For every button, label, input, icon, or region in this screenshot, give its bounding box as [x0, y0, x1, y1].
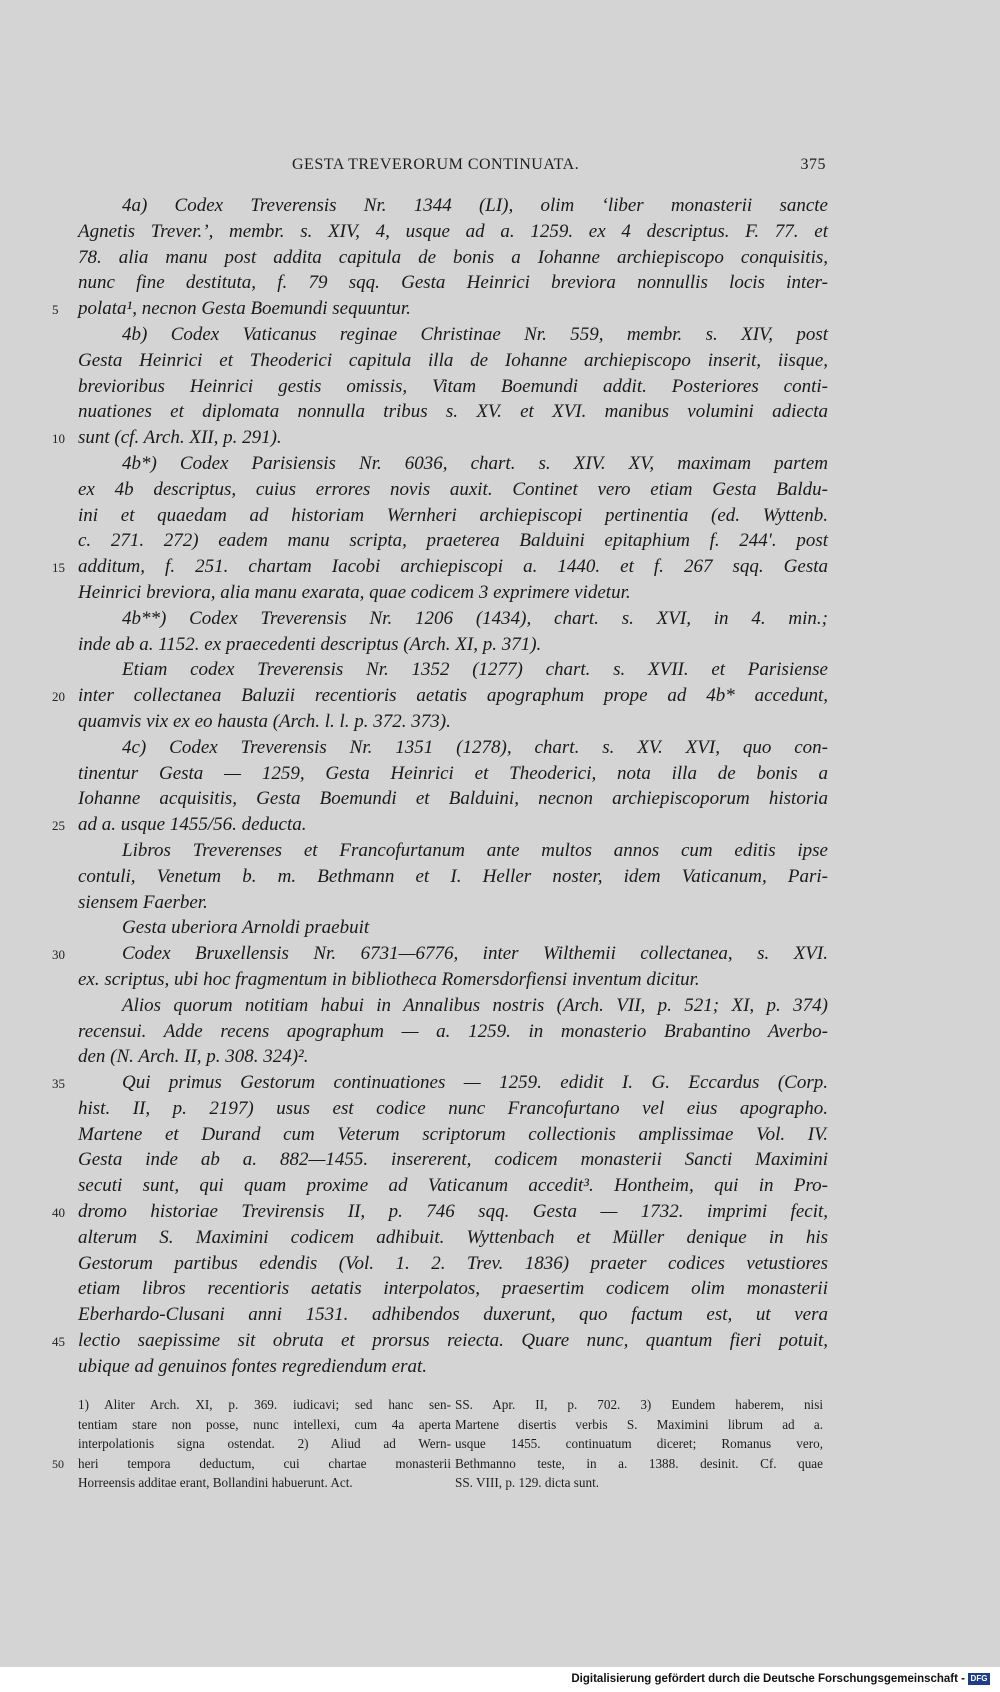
footnote-line	[78, 1434, 451, 1454]
line-text: siensem Faerber.	[78, 891, 208, 913]
text-line	[78, 193, 828, 219]
footnote-line	[455, 1473, 823, 1493]
footnotes-left-column	[52, 1395, 451, 1493]
text-line	[78, 864, 828, 890]
line-text: brevioribus Heinrici gestis omissis, Vitam Boemundi addit. Posteriores conti-	[78, 375, 828, 397]
line-text: inde ab a. 1152. ex praecedenti descriptus (Arch. XI, p. 371).	[78, 633, 542, 655]
text-line	[78, 322, 828, 348]
text-line	[78, 1019, 828, 1045]
footnote-line	[78, 1415, 451, 1435]
line-text: Alios quorum notitiam habui in Annalibus nostris (Arch. VII, p. 521; XI, p. 374)	[122, 994, 828, 1016]
line-text: lectio saepissime sit obruta et prorsus reiecta. Quare nunc, quantum fieri potuit,	[78, 1330, 828, 1352]
line-text: polata¹, necnon Gesta Boemundi sequuntur.	[78, 298, 411, 320]
line-text: Gestorum partibus edendis (Vol. 1. 2. Trev. 1836) praeter codices vetustiores	[78, 1252, 828, 1274]
text-line	[78, 270, 828, 296]
line-number: 25	[52, 818, 65, 834]
text-line	[78, 1173, 828, 1199]
line-text: recensui. Adde recens apographum — a. 1259. in monasterio Brabantino Averbo-	[78, 1020, 828, 1042]
text-line	[78, 219, 828, 245]
footnote-text: SS. VIII, p. 129. dicta sunt.	[455, 1475, 600, 1490]
footnote-line	[78, 1395, 451, 1415]
line-text: ex 4b descriptus, cuius errores novis auxit. Continet vero etiam Gesta Baldu-	[78, 478, 828, 500]
text-line	[78, 348, 828, 374]
text-line	[78, 735, 828, 761]
text-line	[78, 1096, 828, 1122]
footnote-text: Bethmanno teste, in a. 1388. desinit. Cf. quae	[455, 1455, 823, 1471]
line-text: ubique ad genuinos fontes regrediendum erat.	[78, 1355, 427, 1377]
line-text: Iohanne acquisitis, Gesta Boemundi et Balduini, necnon archiepiscoporum historia	[78, 788, 828, 810]
text-line	[78, 606, 828, 632]
main-text-block	[52, 193, 828, 1380]
text-line	[78, 632, 828, 658]
line-text: 4b) Codex Vaticanus reginae Christinae Nr. 559, membr. s. XIV, post	[122, 323, 828, 345]
footnote-text: Martene disertis verbis S. Maximini librum ad a.	[455, 1416, 823, 1432]
line-number: 20	[52, 689, 65, 705]
footnote-line	[455, 1415, 823, 1435]
footnotes-right-column	[455, 1395, 823, 1493]
text-line	[78, 786, 828, 812]
footnote-text: 1) Aliter Arch. XI, p. 369. iudicavi; sed hanc sen-	[78, 1397, 451, 1412]
line-text: Libros Treverenses et Francofurtanum ante multos annos cum editis ipse	[122, 839, 828, 861]
footnote-line	[455, 1454, 823, 1474]
line-text: Etiam codex Treverensis Nr. 1352 (1277) chart. s. XVII. et Parisiense	[122, 659, 828, 681]
text-line	[52, 1199, 828, 1225]
footnote-text: interpolationis signa ostendat. 2) Aliud ad Wern-	[78, 1436, 451, 1451]
text-line	[78, 1225, 828, 1251]
footnote-text: tentiam stare non posse, nunc intellexi, cum 4a aperta	[78, 1416, 451, 1432]
line-number: 40	[52, 1205, 65, 1221]
text-line	[78, 374, 828, 400]
line-text: 4b**) Codex Treverensis Nr. 1206 (1434), chart. s. XVI, in 4. min.;	[122, 607, 828, 629]
footnote-text: Horreensis additae erant, Bollandini habuerunt. Act.	[78, 1475, 353, 1490]
line-text: inter collectanea Baluzii recentioris aetatis apographum prope ad 4b* accedunt,	[78, 685, 828, 707]
line-number: 5	[52, 302, 59, 318]
text-line	[78, 890, 828, 916]
line-text: tinentur Gesta — 1259, Gesta Heinrici et Theoderici, nota illa de bonis a	[78, 762, 828, 784]
line-text: 4a) Codex Treverensis Nr. 1344 (LI), olim ‘liber monasterii sancte	[122, 195, 828, 216]
text-line	[52, 683, 828, 709]
line-text: Gesta Heinrici et Theoderici capitula illa de Iohanne archiepiscopo inserit, iisque,	[78, 349, 828, 371]
line-number: 15	[52, 560, 65, 576]
text-line	[78, 1276, 828, 1302]
page-number: 375	[800, 156, 826, 173]
footer-credit: Digitalisierung gefördert durch die Deutsche Forschungsgemeinschaft -	[571, 1673, 965, 1685]
line-text: Martene et Durand cum Veterum scriptorum collectionis amplissimae Vol. IV.	[78, 1123, 828, 1145]
line-text: Gesta uberiora Arnoldi praebuit	[122, 917, 370, 939]
line-text: ex. scriptus, ubi hoc fragmentum in bibliotheca Romersdorfiensi inventum dicitur.	[78, 968, 700, 990]
line-text: Agnetis Trever.’, membr. s. XIV, 4, usque ad a. 1259. ex 4 descriptus. F. 77. et	[78, 220, 828, 242]
text-line	[78, 1302, 828, 1328]
text-line	[78, 915, 828, 941]
text-line	[52, 425, 828, 451]
text-line	[52, 812, 828, 838]
text-line	[78, 657, 828, 683]
line-text: Gesta inde ab a. 882—1455. insererent, codicem monasterii Sancti Maximini	[78, 1149, 828, 1171]
text-line	[78, 1251, 828, 1277]
line-text: alterum S. Maximini codicem adhibuit. Wyttenbach et Müller denique in his	[78, 1226, 828, 1248]
line-text: den (N. Arch. II, p. 308. 324)².	[78, 1046, 309, 1068]
line-number: 10	[52, 431, 65, 447]
text-line	[78, 451, 828, 477]
line-text: 4c) Codex Treverensis Nr. 1351 (1278), chart. s. XV. XVI, quo con-	[122, 736, 828, 758]
footnote-line	[455, 1395, 823, 1415]
text-line	[78, 477, 828, 503]
text-line	[78, 245, 828, 271]
text-line	[78, 967, 828, 993]
line-number: 50	[52, 1456, 64, 1471]
text-line	[78, 993, 828, 1019]
text-line	[78, 1044, 828, 1070]
line-number: 30	[52, 947, 65, 963]
text-line	[78, 399, 828, 425]
line-text: c. 271. 272) eadem manu scripta, praeterea Balduini epitaphium f. 244′. post	[78, 530, 828, 552]
text-line	[78, 580, 828, 606]
text-line	[78, 709, 828, 735]
footnote-text: heri tempora deductum, cui chartae monasterii	[78, 1455, 451, 1471]
line-text: additum, f. 251. chartam Iacobi archiepiscopi a. 1440. et f. 267 sqq. Gesta	[78, 556, 828, 578]
running-title: GESTA TREVERORUM CONTINUATA.	[292, 156, 580, 173]
footnote-text: usque 1455. continuatum diceret; Romanus vero,	[455, 1436, 823, 1451]
line-text: Heinrici breviora, alia manu exarata, quae codicem 3 exprimere videtur.	[78, 581, 631, 603]
line-text: hist. II, p. 2197) usus est codice nunc Francofurtano vel eius apographo.	[78, 1097, 828, 1119]
line-text: nunc fine destituta, f. 79 sqq. Gesta Heinrici breviora nonnullis locis inter-	[78, 272, 828, 294]
text-line	[52, 1328, 828, 1354]
line-text: quamvis vix ex eo hausta (Arch. l. l. p. 372. 373).	[78, 710, 451, 732]
line-text: Codex Bruxellensis Nr. 6731—6776, inter Wilthemii collectanea, s. XVI.	[122, 943, 828, 965]
text-line	[52, 296, 828, 322]
line-text: etiam libros recentioris aetatis interpolatos, praesertim codicem olim monasterii	[78, 1278, 828, 1300]
line-text: 78. alia manu post addita capitula de bonis a Iohanne archiepiscopo conquisitis,	[78, 246, 828, 268]
text-line	[78, 1354, 828, 1380]
digitization-footer	[571, 1673, 990, 1685]
text-line	[78, 528, 828, 554]
text-line	[78, 1147, 828, 1173]
footnote-text: SS. Apr. II, p. 702. 3) Eundem haberem, nisi	[455, 1397, 823, 1412]
line-number: 45	[52, 1334, 65, 1350]
line-text: contuli, Venetum b. m. Bethmann et I. Heller noster, idem Vaticanum, Pari-	[78, 865, 828, 887]
text-line	[78, 761, 828, 787]
line-text: ad a. usque 1455/56. deducta.	[78, 814, 307, 836]
dfg-logo-icon: DFG	[968, 1673, 990, 1685]
line-text: sunt (cf. Arch. XII, p. 291).	[78, 427, 282, 449]
text-line	[52, 941, 828, 967]
line-text: Qui primus Gestorum continuationes — 1259. edidit I. G. Eccardus (Corp.	[122, 1072, 828, 1094]
line-text: dromo historiae Trevirensis II, p. 746 sqq. Gesta — 1732. imprimi fecit,	[78, 1201, 828, 1223]
text-line	[52, 554, 828, 580]
footnote-line	[78, 1473, 451, 1493]
text-line	[52, 1070, 828, 1096]
text-line	[78, 838, 828, 864]
line-text: 4b*) Codex Parisiensis Nr. 6036, chart. s. XIV. XV, maximam partem	[122, 452, 828, 474]
text-line	[78, 1122, 828, 1148]
footnote-line	[52, 1454, 451, 1474]
line-text: nuationes et diplomata nonnulla tribus s. XV. et XVI. manibus volumini adiecta	[78, 401, 828, 423]
footnote-line	[455, 1434, 823, 1454]
line-text: secuti sunt, qui quam proxime ad Vaticanum accedit³. Hontheim, qui in Pro-	[78, 1175, 828, 1197]
text-line	[78, 503, 828, 529]
line-text: Eberhardo-Clusani anni 1531. adhibendos duxerunt, quo factum est, ut vera	[78, 1304, 828, 1326]
line-number: 35	[52, 1076, 65, 1092]
line-text: ini et quaedam ad historiam Wernheri archiepiscopi pertinentia (ed. Wyttenb.	[78, 504, 828, 526]
